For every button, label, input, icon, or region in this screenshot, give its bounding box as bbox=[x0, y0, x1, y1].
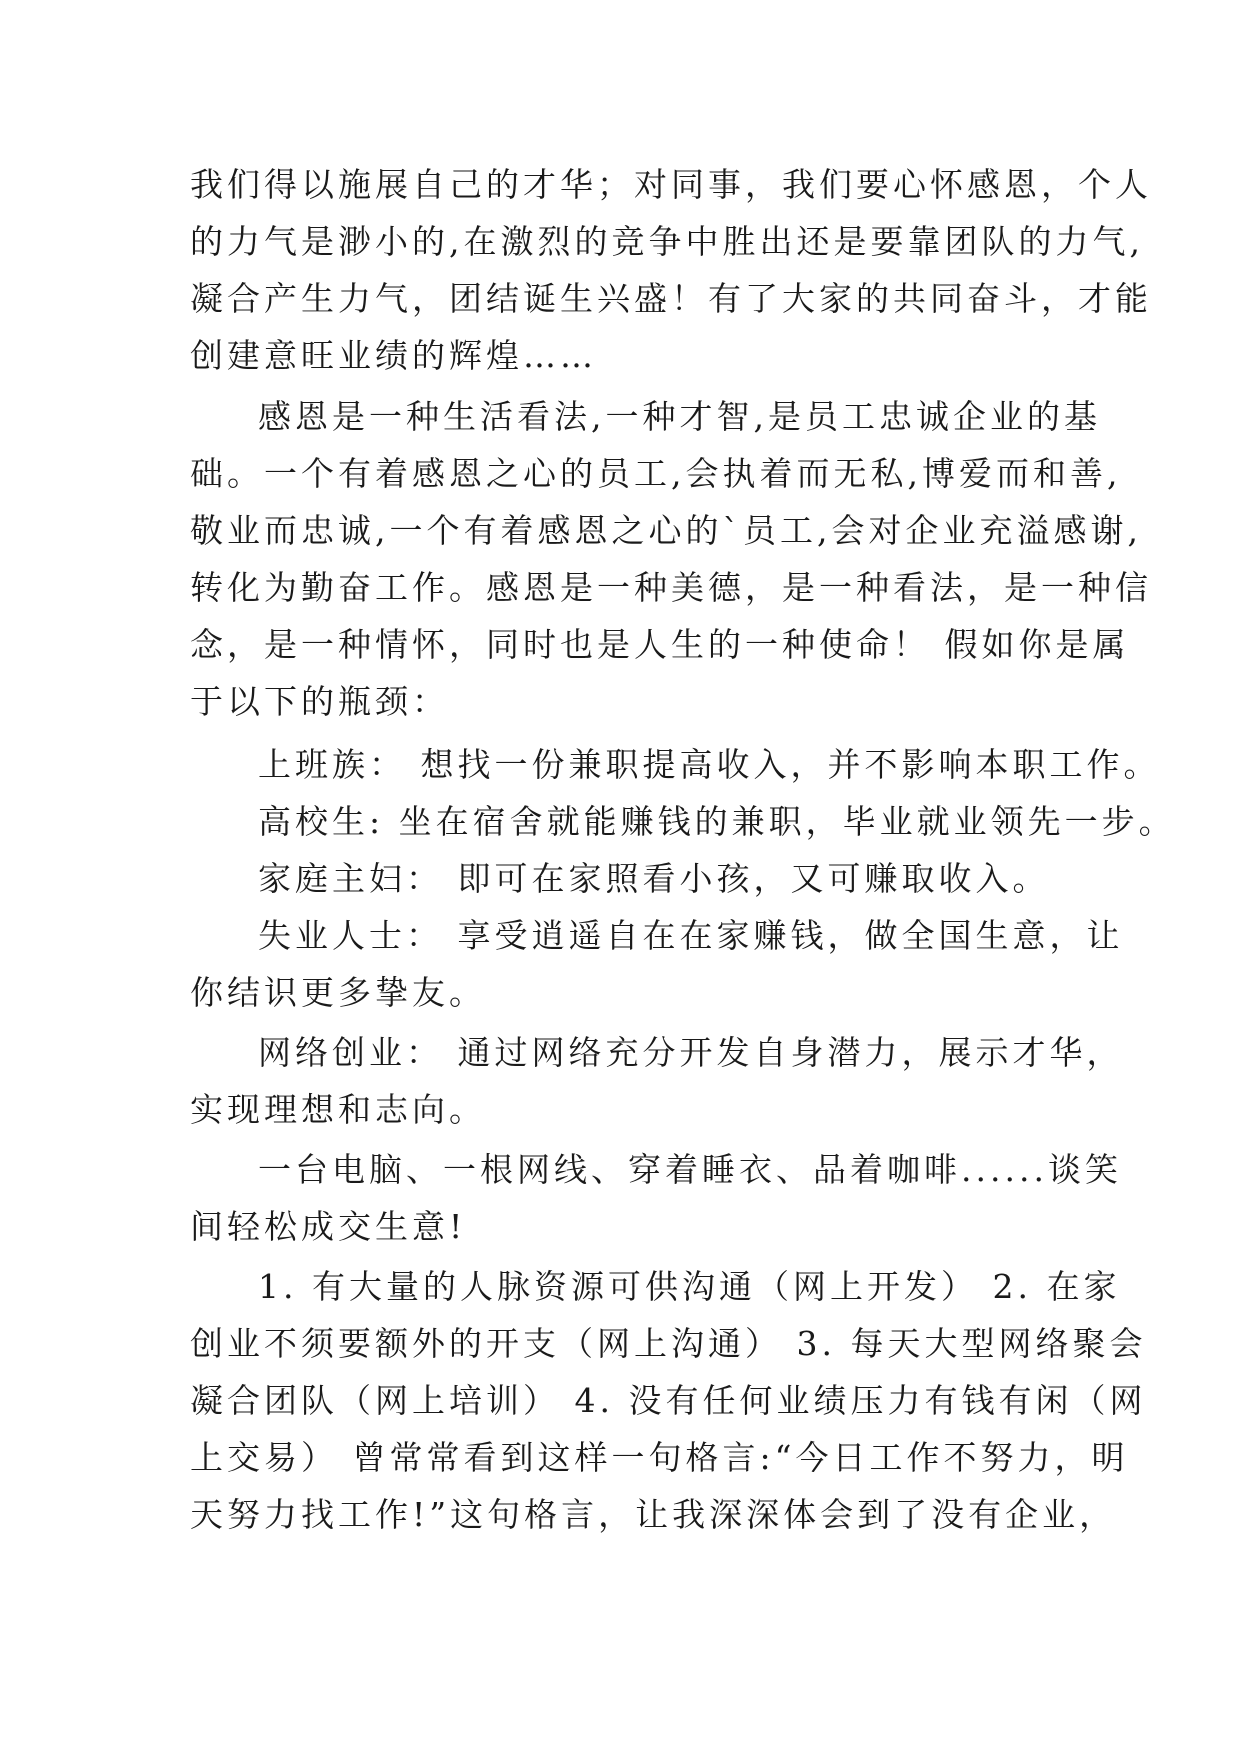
text-line: 失业人士： 享受逍遥自在在家赚钱，做全国生意，让 bbox=[258, 916, 1124, 955]
text-line: 敬业而忠诚,一个有着感恩之心的`员工,会对企业充溢感谢, bbox=[190, 511, 1142, 550]
text-line: 一台电脑、一根网线、穿着睡衣、品着咖啡......谈笑 bbox=[258, 1150, 1122, 1189]
text-line: 创建意旺业绩的辉煌…… bbox=[190, 336, 597, 375]
text-line: 的力气是渺小的,在激烈的竞争中胜出还是要靠团队的力气, bbox=[190, 222, 1144, 261]
text-line: 高校生: 坐在宿舍就能赚钱的兼职，毕业就业领先一步。 bbox=[258, 802, 1176, 841]
text-line: 家庭主妇： 即可在家照看小孩，又可赚取收入。 bbox=[258, 859, 1050, 898]
text-line: 1. 有大量的人脉资源可供沟通（网上开发） 2. 在家 bbox=[258, 1267, 1121, 1306]
text-line: 创业不须要额外的开支（网上沟通） 3. 每天大型网络聚会 bbox=[190, 1324, 1147, 1363]
text-line: 上交易） 曾常常看到这样一句格言:“今日工作不努力，明 bbox=[190, 1438, 1129, 1477]
text-line: 凝合产生力气，团结诞生兴盛！有了大家的共同奋斗，才能 bbox=[190, 279, 1152, 318]
text-line: 上班族： 想找一份兼职提高收入，并不影响本职工作。 bbox=[258, 745, 1161, 784]
text-line: 你结识更多挚友。 bbox=[190, 973, 486, 1012]
text-line: 感恩是一种生活看法,一种才智,是员工忠诚企业的基 bbox=[258, 397, 1101, 436]
text-line: 我们得以施展自己的才华；对同事，我们要心怀感恩，个人 bbox=[190, 165, 1152, 204]
text-line: 凝合团队（网上培训） 4. 没有任何业绩压力有钱有闲（网 bbox=[190, 1381, 1147, 1420]
text-line: 实现理想和志向。 bbox=[190, 1090, 486, 1129]
text-line: 间轻松成交生意! bbox=[190, 1207, 467, 1246]
text-line: 础。一个有着感恩之心的员工,会执着而无私,博爱而和善, bbox=[190, 454, 1122, 493]
text-line: 于以下的瓶颈： bbox=[190, 682, 449, 721]
text-line: 网络创业： 通过网络充分开发自身潜力，展示才华， bbox=[258, 1033, 1124, 1072]
text-line: 转化为勤奋工作。感恩是一种美德，是一种看法，是一种信 bbox=[190, 568, 1152, 607]
text-line: 天努力找工作!”这句格言，让我深深体会到了没有企业， bbox=[190, 1495, 1117, 1534]
text-line: 念，是一种情怀，同时也是人生的一种使命！ 假如你是属 bbox=[190, 625, 1130, 664]
